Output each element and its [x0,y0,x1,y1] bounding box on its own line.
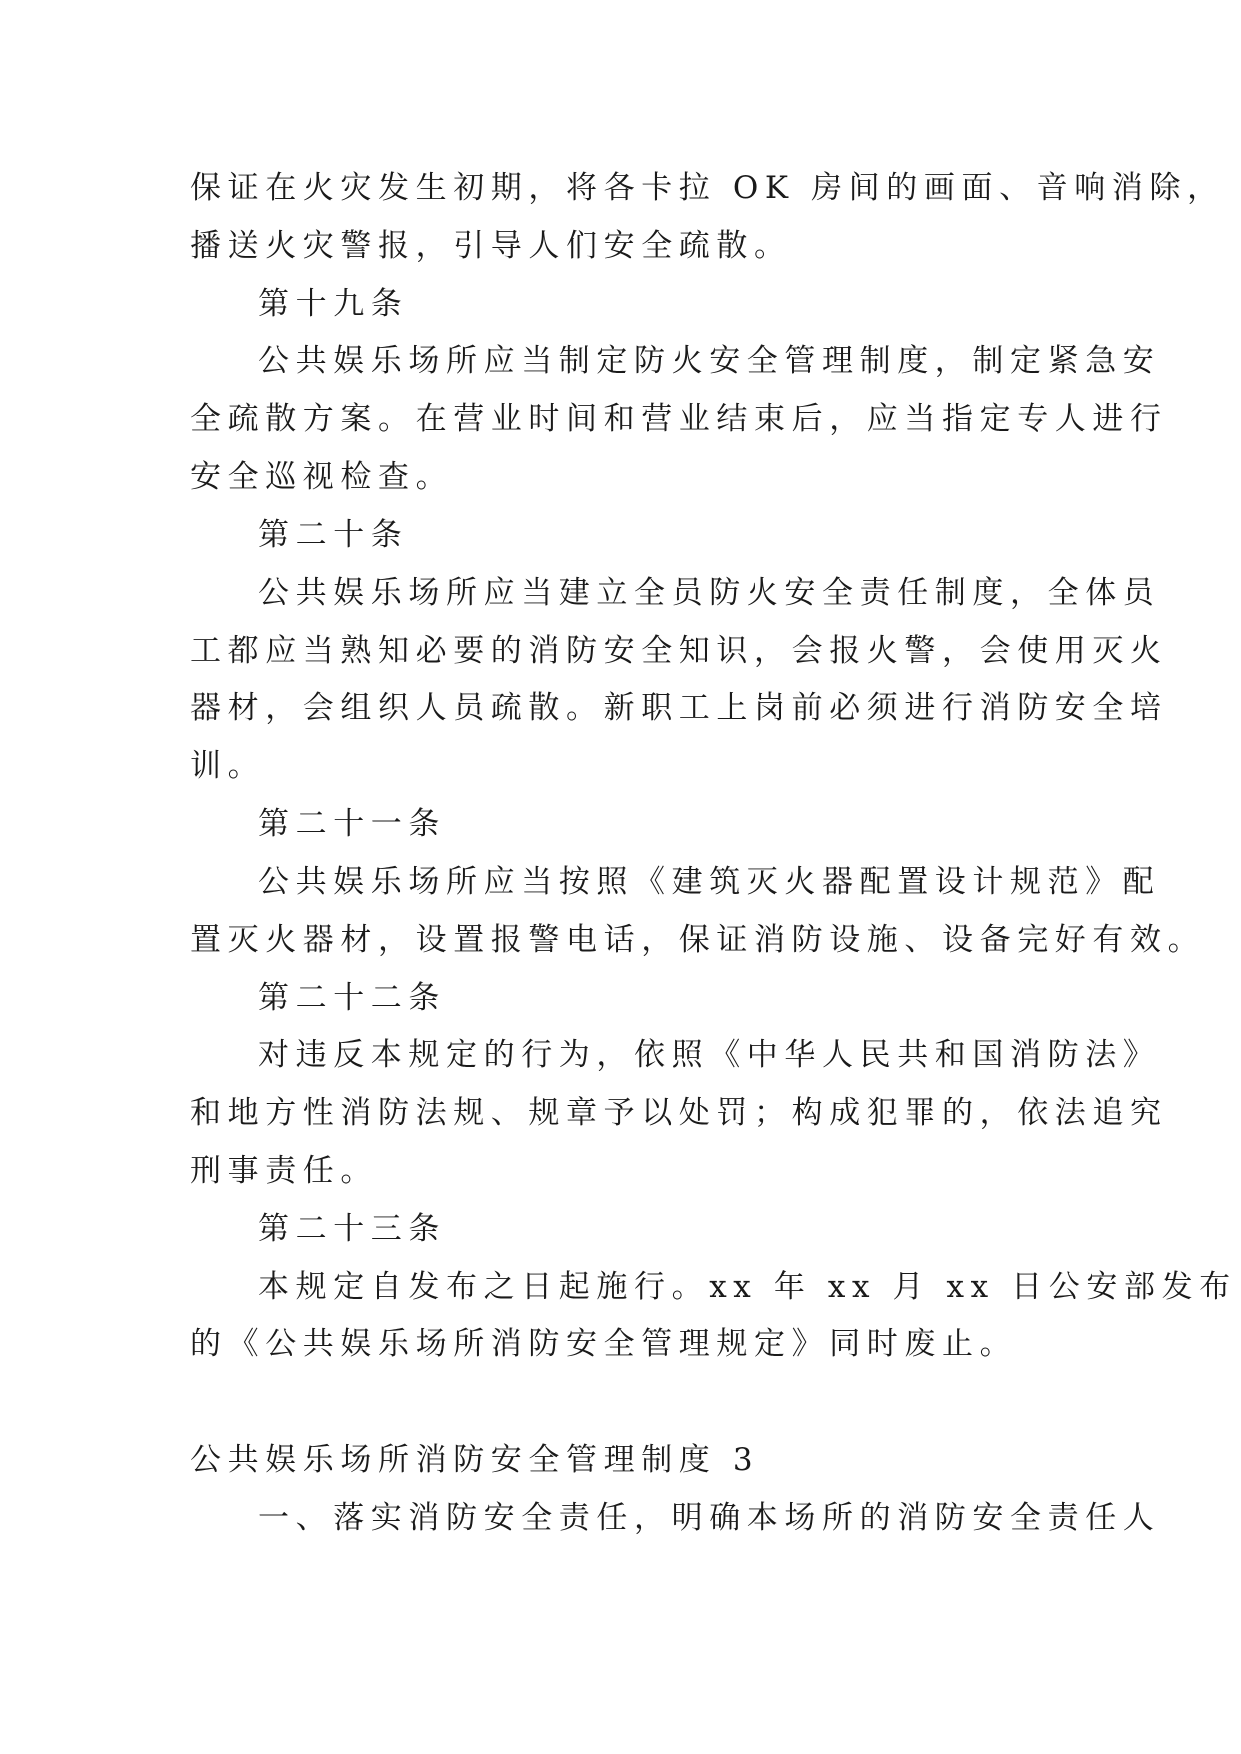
paragraph-line: 刑事责任。 [190,1153,378,1189]
paragraph-line: 本规定自发布之日起施行。xx 年 xx 月 xx 日公安部发布 [258,1269,1237,1305]
paragraph-line: 公共娱乐场所应当按照《建筑灭火器配置设计规范》配 [258,864,1161,900]
paragraph-line: 器材，会组织人员疏散。新职工上岗前必须进行消防安全培 [190,690,1168,726]
paragraph-line: 公共娱乐场所应当建立全员防火安全责任制度，全体员 [258,575,1161,611]
article-heading: 第二十一条 [258,806,446,842]
paragraph-line: 公共娱乐场所应当制定防火安全管理制度，制定紧急安 [258,343,1161,379]
article-heading: 第十九条 [258,286,409,322]
paragraph-line: 训。 [190,748,266,784]
article-heading: 第二十二条 [258,980,446,1016]
paragraph-line: 保证在火灾发生初期，将各卡拉 OK 房间的画面、音响消除， [190,170,1225,206]
paragraph-line: 对违反本规定的行为，依照《中华人民共和国消防法》 [258,1037,1161,1073]
paragraph-line: 和地方性消防法规、规章予以处罚；构成犯罪的，依法追究 [190,1095,1168,1131]
article-heading: 第二十条 [258,517,409,553]
section-title: 公共娱乐场所消防安全管理制度 3 [190,1442,760,1478]
paragraph-line: 播送火灾警报，引导人们安全疏散。 [190,228,792,264]
paragraph-line: 安全巡视检查。 [190,459,454,495]
paragraph-line: 一、落实消防安全责任，明确本场所的消防安全责任人 [258,1500,1161,1536]
paragraph-line: 工都应当熟知必要的消防安全知识，会报火警，会使用灭火 [190,633,1168,669]
paragraph-line: 全疏散方案。在营业时间和营业结束后，应当指定专人进行 [190,401,1168,437]
article-heading: 第二十三条 [258,1211,446,1247]
paragraph-line: 的《公共娱乐场所消防安全管理规定》同时废止。 [190,1326,1018,1362]
paragraph-line: 置灭火器材，设置报警电话，保证消防设施、设备完好有效。 [190,922,1206,958]
